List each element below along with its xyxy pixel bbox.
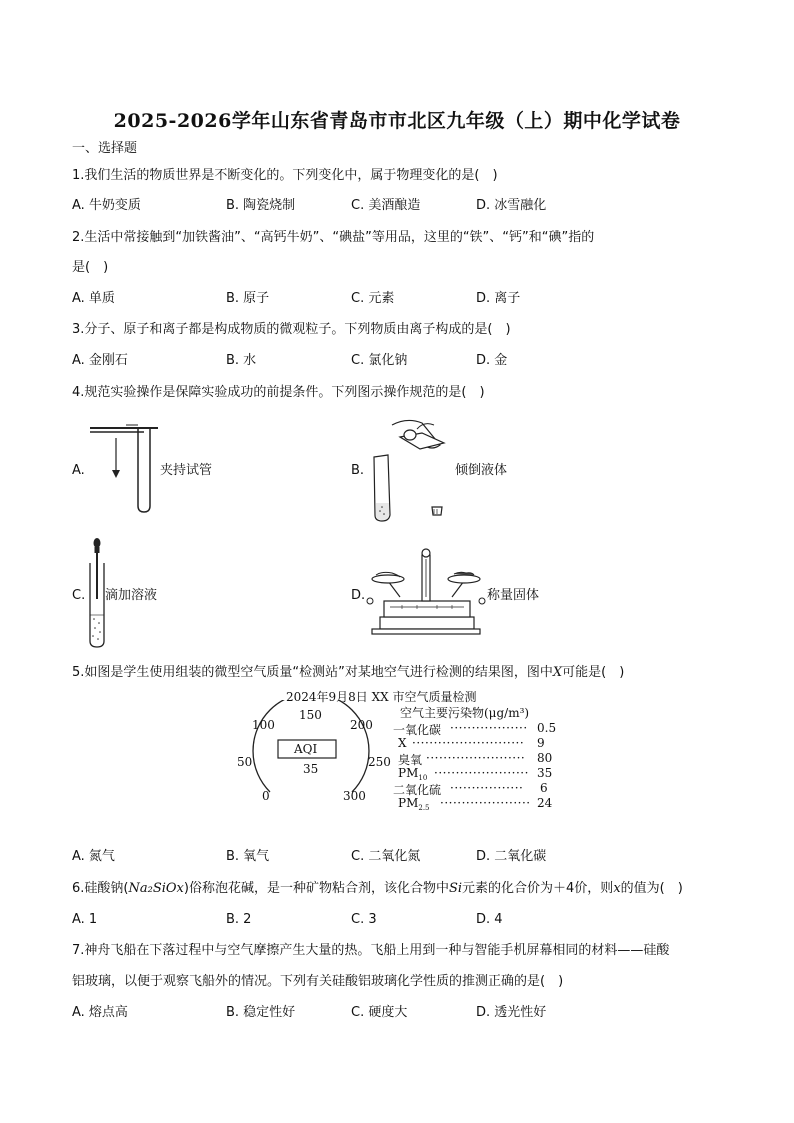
- q7-option-c: C. 硬度大: [351, 1005, 408, 1020]
- page-title: 2025-2026学年山东省青岛市市北区九年级（上）期中化学试卷: [113, 110, 681, 132]
- dial-tick-300: 300: [343, 789, 366, 803]
- q4-option-a-label: 夹持试管: [160, 463, 213, 478]
- q4-option-c-label: 滴加溶液: [105, 588, 158, 603]
- pollutant-name-x: X: [398, 736, 407, 750]
- q1-option-c: C. 美酒酿造: [351, 198, 421, 213]
- q4-option-a-letter: A.: [72, 463, 85, 478]
- q1-option-a: A. 牛奶变质: [72, 198, 141, 213]
- leader-dots: ··························: [412, 736, 525, 750]
- leader-dots: ·······················: [426, 751, 526, 765]
- q2-option-b: B. 原子: [226, 291, 270, 306]
- pollutant-value-o3: 80: [537, 751, 553, 765]
- q6-element: Si: [448, 881, 463, 896]
- q6-option-c: C. 3: [351, 912, 377, 927]
- q7-option-b: B. 稳定性好: [226, 1005, 296, 1020]
- q7-stem-line2: 铝玻璃，以便于观察飞船外的情况。下列有关硅酸铝玻璃化学性质的推测正确的是( ): [72, 974, 564, 989]
- section-heading: 一、选择题: [72, 141, 138, 156]
- pollutant-name-pm25: $PM_{2.5}$: [398, 796, 430, 812]
- q2-stem-line1: 2.生活中常接触到“加铁酱油”、“高钙牛奶”、“碘盐”等用品，这里的“铁”、“钙”和“碘”指的: [72, 230, 595, 245]
- q5-stem-variable: X: [552, 665, 563, 680]
- q5-option-c: C. 二氧化氮: [351, 849, 421, 864]
- q2-option-c: C. 元素: [351, 291, 395, 306]
- q4-stem: 4.规范实验操作是保障实验成功的前提条件。下列图示操作规范的是( ): [72, 385, 485, 400]
- q7-stem-line1: 7.神舟飞船在下落过程中与空气摩擦产生大量的热。飞船上用到一种与智能手机屏幕相同的材料——硅酸: [72, 943, 670, 958]
- q6-option-b: B. 2: [226, 912, 252, 927]
- aqi-figure-subheader: 空气主要污染物(μg/m³): [400, 706, 530, 720]
- test-tube-holder-illustration: [86, 420, 162, 515]
- q5-stem: [72, 664, 624, 682]
- q5-option-a: A. 氮气: [72, 849, 115, 864]
- balance-illustration: [362, 545, 487, 637]
- q5-option-d: D. 二氧化碳: [476, 849, 547, 864]
- pollutant-value-pm25: 24: [537, 796, 553, 810]
- leader-dots: ··················: [450, 721, 528, 735]
- pollutant-value-pm10: 35: [537, 766, 553, 780]
- q7-option-a: A. 熔点高: [72, 1005, 128, 1020]
- leader-dots: ······················: [434, 766, 529, 780]
- q7-option-d: D. 透光性好: [476, 1005, 547, 1020]
- q4-option-b-letter: B.: [351, 463, 365, 478]
- leader-dots: ·····················: [440, 796, 531, 810]
- pouring-liquid-illustration: [362, 415, 452, 525]
- pollutant-name-o3: 臭氧: [398, 753, 423, 767]
- q1-option-d: D. 冰雪融化: [476, 198, 547, 213]
- dial-tick-50: 50: [237, 755, 253, 769]
- leader-dots: ·················: [450, 781, 524, 795]
- aqi-value: 35: [303, 762, 319, 776]
- q5-option-b: B. 氧气: [226, 849, 270, 864]
- q3-stem: 3.分子、原子和离子都是构成物质的微观粒子。下列物质由离子构成的是( ): [72, 322, 511, 337]
- q6-option-d: D. 4: [476, 912, 503, 927]
- q5-stem-pre: 5.如图是学生使用组装的微型空气质量“检测站”对某地空气进行检测的结果图，图中: [72, 665, 553, 680]
- q4-option-d-label: 称量固体: [487, 588, 540, 603]
- q4-option-c-letter: C.: [72, 588, 86, 603]
- q6-option-a: A. 1: [72, 912, 98, 927]
- q4-option-b-label: 倾倒液体: [455, 463, 508, 478]
- pollutant-name-co: 一氧化碳: [393, 723, 442, 737]
- q3-option-d: D. 金: [476, 353, 508, 368]
- q1-option-b: B. 陶瓷烧制: [226, 198, 296, 213]
- pollutant-name-pm10: $PM_{10}$: [398, 766, 428, 782]
- q6-variable: x: [613, 881, 621, 896]
- q2-option-a: A. 单质: [72, 291, 115, 306]
- q1-stem: 1.我们生活的物质世界是不断变化的。下列变化中，属于物理变化的是( ): [72, 168, 498, 183]
- dial-tick-150: 150: [299, 708, 322, 722]
- dial-tick-0: 0: [262, 789, 270, 803]
- pollutant-value-co: 0.5: [537, 721, 557, 735]
- dial-tick-200: 200: [350, 718, 373, 732]
- pollutant-value-so2: 6: [540, 781, 548, 795]
- q3-option-c: C. 氯化钠: [351, 353, 408, 368]
- q3-option-a: A. 金刚石: [72, 353, 128, 368]
- aqi-figure-header: 2024年9月8日 XX 市空气质量检测: [286, 690, 477, 704]
- q5-stem-post: 可能是( ): [562, 665, 625, 680]
- q4-option-d-letter: D.: [351, 588, 366, 603]
- q3-option-b: B. 水: [226, 353, 257, 368]
- q2-stem-line2: 是( ): [72, 260, 109, 275]
- q6-formula: Na₂SiOx: [128, 881, 184, 896]
- dial-tick-250: 250: [368, 755, 391, 769]
- q2-option-d: D. 离子: [476, 291, 521, 306]
- q6-stem: 6.硅酸钠(Na₂SiOx)俗称泡花碱，是一种矿物粘合剂，该化合物中Si元素的化合价为＋4价，则x的值为( ): [72, 881, 683, 896]
- pollutant-name-so2: 二氧化硫: [393, 783, 442, 797]
- pollutant-value-x: 9: [537, 736, 545, 750]
- aqi-box-label: AQI: [294, 742, 318, 756]
- dial-tick-100: 100: [252, 718, 275, 732]
